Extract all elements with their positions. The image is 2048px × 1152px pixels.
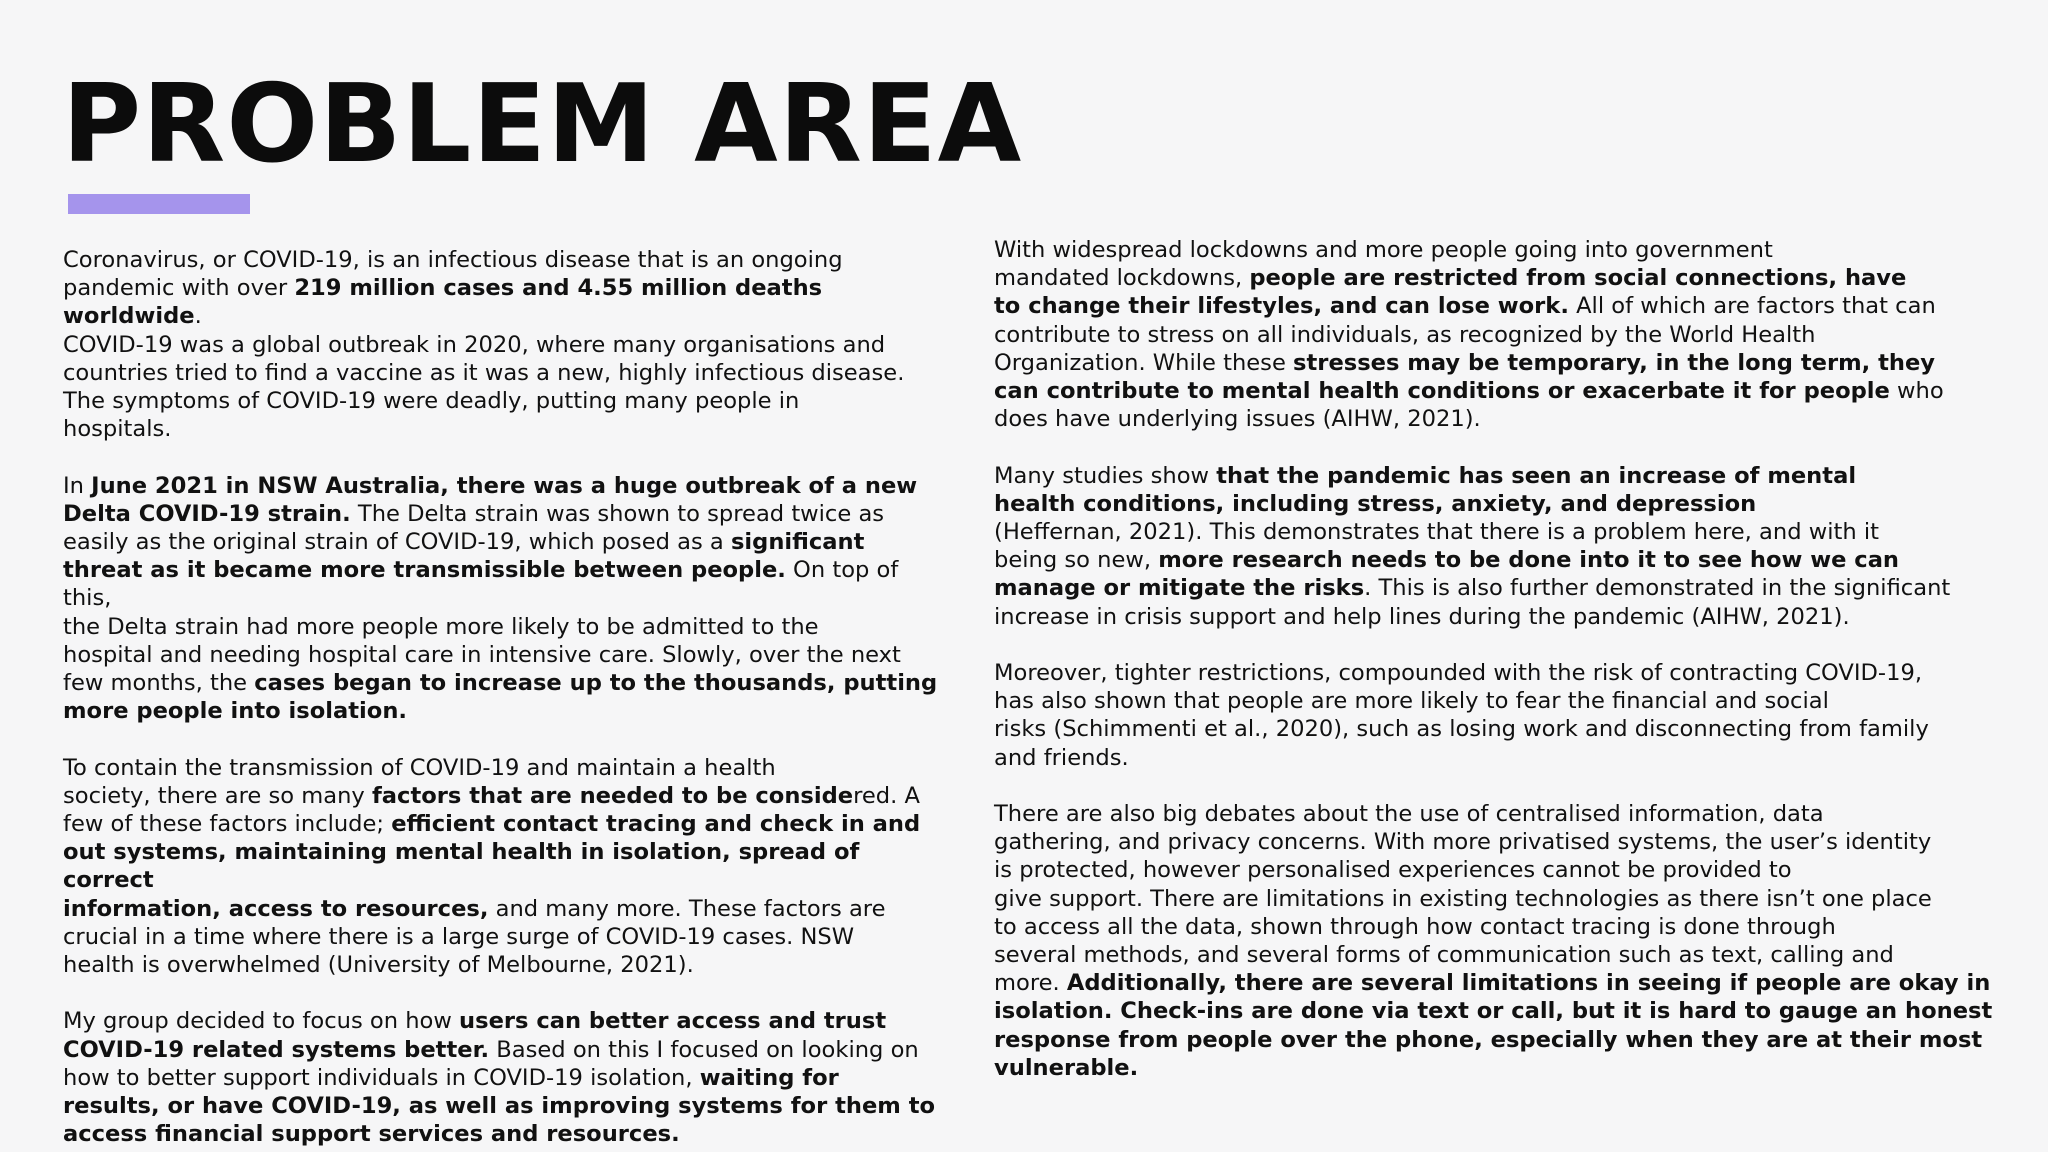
text-run: There are also big debates about the use of centralised information, data gathering, and privacy concerns. With more privatised systems, the user’s identity is protected, however personalised experiences cannot be provided to give support. There are limitations in existing technologies as there isn’t one place to access all the data, shown through how contact tracing is done through several methods, and several forms of communication such as text, calling and more. [994, 801, 1932, 997]
text-run: and many more. These factors are crucial in a time where there is a large surge of COVID-19 cases. NSW health is overwhelmed (University of Melbourne, 2021). [63, 895, 886, 979]
text-run: Many studies show [994, 462, 1217, 489]
left-text-column [63, 246, 953, 1148]
left-paragraph-4 [63, 1007, 953, 1148]
bold-text-run: cases began to increase up to the thousands, putting more people into isolation. [63, 670, 938, 725]
text-run: In [63, 472, 92, 499]
bold-text-run: stresses may be temporary, in the long term, they can contribute to mental health conditions or exacerbate it for people [994, 349, 1936, 405]
right-paragraph-4 [994, 800, 1994, 1082]
text-run: Moreover, tighter restrictions, compounded with the risk of contracting COVID-19, has also shown that people are more likely to fear the financial and social risks (Schimmenti et al., 2020), such as losing work and disconnecting from family and friends. [994, 660, 1929, 771]
bold-text-run: users can better access and trust COVID-19 related systems better. [63, 1008, 887, 1063]
bold-text-run: June 2021 in NSW Australia, there was a huge outbreak of a new Delta COVID-19 strain. [63, 472, 918, 527]
slide-title: PROBLEM AREA [62, 62, 1023, 187]
left-paragraph-1 [63, 246, 953, 443]
text-run: With widespread lockdowns and more people going into government mandated lockdowns, [994, 237, 1773, 292]
bold-text-run: efficient contact tracing and check in and out systems, maintaining mental health in isolation, spread of correct information, access to resources, [63, 811, 921, 922]
bold-text-run: significant threat as it became more transmissible between people. [63, 529, 865, 584]
text-run: All of which are factors that can contribute to stress on all individuals, as recognized by the World Health Organization. While these [994, 293, 1936, 376]
text-run: On top of this, the Delta strain had more people more likely to be admitted to the hospital and needing hospital care in intensive care. Slowly, over the next few months, the [63, 557, 901, 697]
text-run: . This is also further demonstrated in the significant increase in crisis support and help lines during the pandemic (AIHW, 2021). [994, 575, 1951, 630]
right-paragraph-1 [994, 236, 1994, 433]
bold-text-run: that the pandemic has seen an increase of mental health conditions, including stress, anxiety, and depression [994, 462, 1857, 517]
bold-text-run: more research needs to be done into it to see how we can manage or mitigate the risks [994, 547, 1900, 602]
text-run: Coronavirus, or COVID-19, is an infectious disease that is an ongoing pandemic with over [63, 247, 843, 302]
left-paragraph-3 [63, 754, 953, 980]
bold-text-run: 219 million cases and 4.55 million deaths worldwide [63, 275, 823, 330]
text-run: who does have underlying issues (AIHW, 2021). [994, 378, 1944, 433]
bold-text-run: factors that are needed to be conside [371, 782, 854, 809]
text-run: The Delta strain was shown to spread twice as easily as the original strain of COVID-19, which posed as a [63, 500, 885, 556]
left-paragraph-2 [63, 472, 953, 726]
right-paragraph-3 [994, 659, 1994, 772]
right-paragraph-2 [994, 462, 1994, 631]
text-run: red. A few of these factors include; [63, 782, 920, 838]
text-run: Based on this I focused on looking on how to better support individuals in COVID-19 isolation, [63, 1036, 919, 1091]
text-run: (Heffernan, 2021). This demonstrates that there is a problem here, and with it being so new, [994, 519, 1879, 574]
right-text-column [994, 236, 1994, 1082]
text-run: To contain the transmission of COVID-19 and maintain a health society, there are so many [63, 754, 776, 809]
bold-text-run: Additionally, there are several limitations in seeing if people are okay in isolation. Check-ins are done via text or call, but it is hard to gauge an honest response from people over the phone, especially when they are at their most vulnerable. [994, 970, 1993, 1081]
text-run: . COVID-19 was a global outbreak in 2020, where many organisations and countries tried to find a vaccine as it was a new, highly infectious disease. The symptoms of COVID-19 were deadly, putting many people in hospitals. [63, 303, 905, 443]
title-accent-bar [68, 194, 250, 214]
bold-text-run: waiting for results, or have COVID-19, as well as improving systems for them to access financial support services and resources. [63, 1064, 936, 1148]
bold-text-run: people are restricted from social connections, have to change their lifestyles, and can lose work. [994, 265, 1907, 320]
text-run: My group decided to focus on how [63, 1008, 460, 1035]
